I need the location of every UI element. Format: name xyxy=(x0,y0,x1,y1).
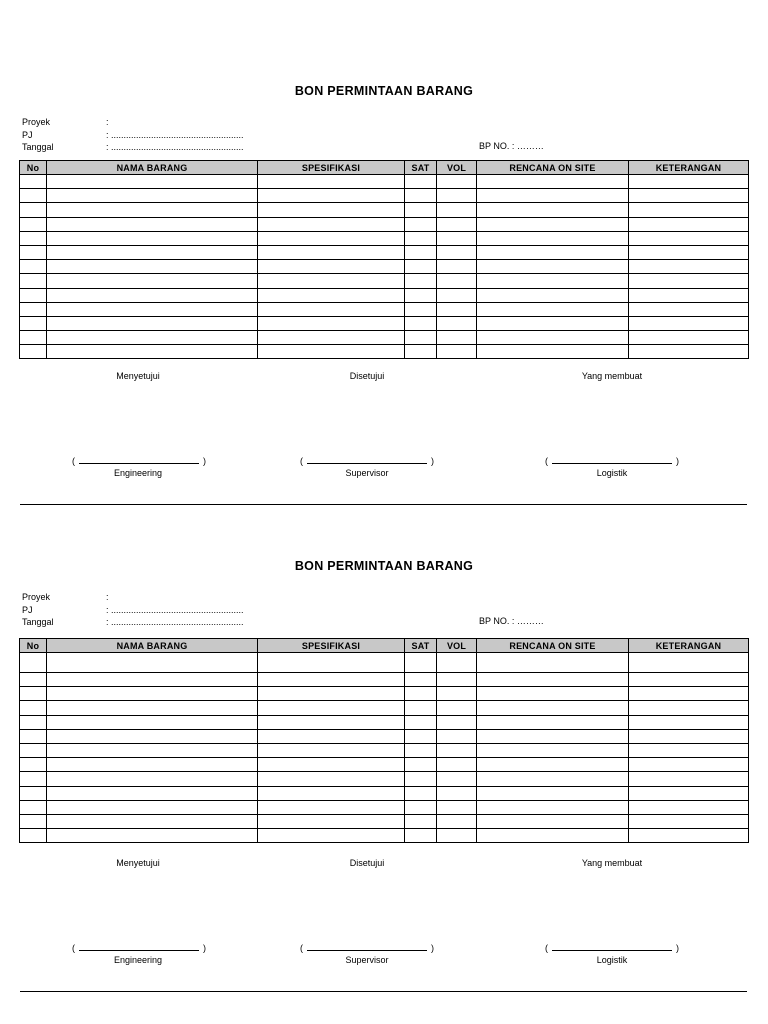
table-cell[interactable] xyxy=(629,175,749,189)
table-cell[interactable] xyxy=(258,829,405,843)
table-cell[interactable] xyxy=(47,217,258,231)
table-cell[interactable] xyxy=(629,288,749,302)
table-cell[interactable] xyxy=(629,302,749,316)
table-cell[interactable] xyxy=(258,673,405,687)
table-cell[interactable] xyxy=(258,245,405,259)
form-info xyxy=(22,116,322,156)
table-cell[interactable] xyxy=(20,274,47,288)
table-row xyxy=(20,715,749,729)
table-cell[interactable] xyxy=(258,786,405,800)
column-header-sat: SAT xyxy=(405,639,437,653)
table-cell[interactable] xyxy=(629,203,749,217)
signature-line-supervisor[interactable]: ( ) xyxy=(300,943,434,953)
table-row xyxy=(20,653,749,673)
table-row xyxy=(20,800,749,814)
table-cell[interactable] xyxy=(405,653,437,673)
table-cell[interactable] xyxy=(47,800,258,814)
table-row xyxy=(20,772,749,786)
table-cell[interactable] xyxy=(405,786,437,800)
table-row xyxy=(20,260,749,274)
table-row xyxy=(20,729,749,743)
table-cell[interactable] xyxy=(20,673,47,687)
signature-line-logistik[interactable]: ( ) xyxy=(545,456,679,466)
items-table xyxy=(19,160,749,359)
table-cell[interactable] xyxy=(258,800,405,814)
table-cell[interactable] xyxy=(258,302,405,316)
table-cell[interactable] xyxy=(405,687,437,701)
table-cell[interactable] xyxy=(437,772,477,786)
table-cell[interactable] xyxy=(20,758,47,772)
table-cell[interactable] xyxy=(47,829,258,843)
table-cell[interactable] xyxy=(20,203,47,217)
table-cell[interactable] xyxy=(477,701,629,715)
table-cell[interactable] xyxy=(437,345,477,359)
table-row xyxy=(20,231,749,245)
signature-line-engineering[interactable]: ( ) xyxy=(72,943,206,953)
table-cell[interactable] xyxy=(258,203,405,217)
column-header-keterangan: KETERANGAN xyxy=(629,161,749,175)
table-cell[interactable] xyxy=(47,743,258,757)
table-cell[interactable] xyxy=(405,800,437,814)
project-label: Proyek xyxy=(22,592,51,602)
table-cell[interactable] xyxy=(629,217,749,231)
table-cell[interactable] xyxy=(47,231,258,245)
table-cell[interactable] xyxy=(405,189,437,203)
table-cell[interactable] xyxy=(47,758,258,772)
table-cell[interactable] xyxy=(47,331,258,345)
table-cell[interactable] xyxy=(405,288,437,302)
table-cell[interactable] xyxy=(629,331,749,345)
table-cell[interactable] xyxy=(20,743,47,757)
role-logistik: Logistik xyxy=(596,468,628,478)
table-row xyxy=(20,758,749,772)
table-cell[interactable] xyxy=(437,189,477,203)
table-cell[interactable] xyxy=(258,345,405,359)
table-cell[interactable] xyxy=(477,653,629,673)
table-cell[interactable] xyxy=(258,217,405,231)
pj-field[interactable]: : ..................................................... xyxy=(106,604,244,615)
table-cell[interactable] xyxy=(47,715,258,729)
signature-line-engineering[interactable]: ( ) xyxy=(72,456,206,466)
table-cell[interactable] xyxy=(477,758,629,772)
table-cell[interactable] xyxy=(437,758,477,772)
table-cell[interactable] xyxy=(437,743,477,757)
table-cell[interactable] xyxy=(477,288,629,302)
table-cell[interactable] xyxy=(47,260,258,274)
table-cell[interactable] xyxy=(437,331,477,345)
pj-label: PJ xyxy=(22,129,33,140)
table-cell[interactable] xyxy=(258,175,405,189)
table-cell[interactable] xyxy=(437,653,477,673)
form-info xyxy=(22,591,322,631)
items-table xyxy=(19,638,749,843)
table-cell[interactable] xyxy=(258,729,405,743)
table-cell[interactable] xyxy=(437,814,477,828)
table-cell[interactable] xyxy=(258,653,405,673)
table-cell[interactable] xyxy=(477,715,629,729)
table-cell[interactable] xyxy=(258,231,405,245)
table-cell[interactable] xyxy=(20,331,47,345)
table-row xyxy=(20,673,749,687)
table-cell[interactable] xyxy=(437,829,477,843)
table-cell[interactable] xyxy=(20,245,47,259)
bp-number: BP NO. : ……… xyxy=(479,141,544,151)
table-cell[interactable] xyxy=(47,203,258,217)
table-cell[interactable] xyxy=(477,743,629,757)
table-cell[interactable] xyxy=(629,800,749,814)
column-header-nama-barang: NAMA BARANG xyxy=(47,639,258,653)
column-header-rencana-on-site: RENCANA ON SITE xyxy=(477,639,629,653)
table-cell[interactable] xyxy=(477,345,629,359)
table-cell[interactable] xyxy=(20,653,47,673)
table-cell[interactable] xyxy=(629,758,749,772)
table-cell[interactable] xyxy=(629,829,749,843)
table-cell[interactable] xyxy=(629,701,749,715)
table-cell[interactable] xyxy=(47,653,258,673)
table-cell[interactable] xyxy=(47,302,258,316)
column-header-vol: VOL xyxy=(437,161,477,175)
table-cell[interactable] xyxy=(258,715,405,729)
table-cell[interactable] xyxy=(477,772,629,786)
approved-label: Disetujui xyxy=(349,858,385,868)
project-field[interactable]: : xyxy=(106,592,109,602)
table-cell[interactable] xyxy=(47,814,258,828)
table-cell[interactable] xyxy=(258,701,405,715)
table-row xyxy=(20,345,749,359)
table-cell[interactable] xyxy=(47,729,258,743)
table-row xyxy=(20,786,749,800)
table-cell[interactable] xyxy=(437,701,477,715)
section-divider xyxy=(20,991,747,992)
table-cell[interactable] xyxy=(629,687,749,701)
table-cell[interactable] xyxy=(20,288,47,302)
table-cell[interactable] xyxy=(258,274,405,288)
date-label: Tanggal xyxy=(22,617,54,627)
table-row xyxy=(20,814,749,828)
table-cell[interactable] xyxy=(629,729,749,743)
table-cell[interactable] xyxy=(477,814,629,828)
table-cell[interactable] xyxy=(629,345,749,359)
table-cell[interactable] xyxy=(405,814,437,828)
table-cell[interactable] xyxy=(437,217,477,231)
approver-label: Menyetujui xyxy=(116,858,160,868)
table-cell[interactable] xyxy=(477,245,629,259)
table-cell[interactable] xyxy=(405,175,437,189)
table-row xyxy=(20,203,749,217)
table-row xyxy=(20,302,749,316)
date-field[interactable]: : ..................................................... xyxy=(106,142,244,152)
table-cell[interactable] xyxy=(258,288,405,302)
table-cell[interactable] xyxy=(258,316,405,330)
table-cell[interactable] xyxy=(477,217,629,231)
table-cell[interactable] xyxy=(405,245,437,259)
approver-label: Menyetujui xyxy=(116,371,160,381)
table-row xyxy=(20,743,749,757)
table-cell[interactable] xyxy=(629,673,749,687)
table-cell[interactable] xyxy=(47,274,258,288)
table-cell[interactable] xyxy=(629,814,749,828)
signature-line-logistik[interactable]: ( ) xyxy=(545,943,679,953)
table-cell[interactable] xyxy=(477,203,629,217)
table-cell[interactable] xyxy=(258,758,405,772)
table-cell[interactable] xyxy=(20,175,47,189)
table-row xyxy=(20,331,749,345)
table-cell[interactable] xyxy=(258,814,405,828)
column-header-no: No xyxy=(20,639,47,653)
column-header-keterangan: KETERANGAN xyxy=(629,639,749,653)
table-cell[interactable] xyxy=(20,729,47,743)
table-cell[interactable] xyxy=(47,345,258,359)
role-logistik: Logistik xyxy=(596,955,628,965)
column-header-sat: SAT xyxy=(405,161,437,175)
table-cell[interactable] xyxy=(405,331,437,345)
table-cell[interactable] xyxy=(20,772,47,786)
project-field[interactable]: : xyxy=(106,117,109,127)
table-cell[interactable] xyxy=(405,758,437,772)
table-cell[interactable] xyxy=(47,701,258,715)
approved-label: Disetujui xyxy=(349,371,385,381)
table-cell[interactable] xyxy=(437,786,477,800)
table-cell[interactable] xyxy=(47,673,258,687)
table-cell[interactable] xyxy=(405,231,437,245)
table-cell[interactable] xyxy=(405,743,437,757)
table-header-row xyxy=(20,161,749,175)
table-cell[interactable] xyxy=(437,316,477,330)
table-cell[interactable] xyxy=(20,829,47,843)
table-cell[interactable] xyxy=(20,814,47,828)
table-cell[interactable] xyxy=(20,687,47,701)
table-cell[interactable] xyxy=(437,245,477,259)
table-cell[interactable] xyxy=(437,203,477,217)
table-cell[interactable] xyxy=(629,653,749,673)
table-cell[interactable] xyxy=(477,260,629,274)
table-cell[interactable] xyxy=(629,743,749,757)
signature-line-supervisor[interactable]: ( ) xyxy=(300,456,434,466)
date-label: Tanggal xyxy=(22,142,54,152)
table-cell[interactable] xyxy=(629,274,749,288)
form-title: BON PERMINTAAN BARANG xyxy=(294,559,474,573)
table-cell[interactable] xyxy=(20,345,47,359)
column-header-rencana-on-site: RENCANA ON SITE xyxy=(477,161,629,175)
table-row xyxy=(20,829,749,843)
table-row xyxy=(20,687,749,701)
table-cell[interactable] xyxy=(405,217,437,231)
table-cell[interactable] xyxy=(405,729,437,743)
table-cell[interactable] xyxy=(405,772,437,786)
table-cell[interactable] xyxy=(20,217,47,231)
table-cell[interactable] xyxy=(47,288,258,302)
table-cell[interactable] xyxy=(477,729,629,743)
table-cell[interactable] xyxy=(20,189,47,203)
table-cell[interactable] xyxy=(405,260,437,274)
table-cell[interactable] xyxy=(405,701,437,715)
table-cell[interactable] xyxy=(405,203,437,217)
creator-label: Yang membuat xyxy=(581,371,643,381)
pj-label: PJ xyxy=(22,604,33,615)
table-cell[interactable] xyxy=(405,345,437,359)
table-cell[interactable] xyxy=(629,772,749,786)
table-cell[interactable] xyxy=(47,772,258,786)
table-cell[interactable] xyxy=(20,786,47,800)
table-cell[interactable] xyxy=(629,786,749,800)
bp-number: BP NO. : ……… xyxy=(479,616,544,626)
table-cell[interactable] xyxy=(437,729,477,743)
table-row xyxy=(20,245,749,259)
table-cell[interactable] xyxy=(437,260,477,274)
table-cell[interactable] xyxy=(477,302,629,316)
table-row xyxy=(20,189,749,203)
table-cell[interactable] xyxy=(437,175,477,189)
column-header-nama-barang: NAMA BARANG xyxy=(47,161,258,175)
table-cell[interactable] xyxy=(477,331,629,345)
table-cell[interactable] xyxy=(258,743,405,757)
table-cell[interactable] xyxy=(629,316,749,330)
table-cell[interactable] xyxy=(405,673,437,687)
role-supervisor: Supervisor xyxy=(345,955,389,965)
table-cell[interactable] xyxy=(258,772,405,786)
table-row xyxy=(20,217,749,231)
table-cell[interactable] xyxy=(47,189,258,203)
column-header-no: No xyxy=(20,161,47,175)
table-cell[interactable] xyxy=(477,673,629,687)
table-cell[interactable] xyxy=(477,316,629,330)
table-row xyxy=(20,288,749,302)
table-cell[interactable] xyxy=(405,274,437,288)
table-cell[interactable] xyxy=(437,274,477,288)
table-cell[interactable] xyxy=(47,687,258,701)
table-cell[interactable] xyxy=(477,231,629,245)
table-cell[interactable] xyxy=(20,701,47,715)
table-cell[interactable] xyxy=(20,260,47,274)
table-cell[interactable] xyxy=(477,175,629,189)
table-row xyxy=(20,175,749,189)
table-cell[interactable] xyxy=(20,302,47,316)
table-row xyxy=(20,316,749,330)
table-cell[interactable] xyxy=(437,288,477,302)
table-cell[interactable] xyxy=(629,245,749,259)
section-divider xyxy=(20,504,747,505)
table-cell[interactable] xyxy=(258,260,405,274)
table-cell[interactable] xyxy=(437,687,477,701)
table-cell[interactable] xyxy=(437,231,477,245)
table-row xyxy=(20,701,749,715)
table-row xyxy=(20,274,749,288)
table-cell[interactable] xyxy=(405,829,437,843)
role-engineering: Engineering xyxy=(113,468,163,478)
table-cell[interactable] xyxy=(629,715,749,729)
project-label: Proyek xyxy=(22,117,51,127)
table-cell[interactable] xyxy=(477,687,629,701)
table-cell[interactable] xyxy=(477,786,629,800)
table-cell[interactable] xyxy=(258,687,405,701)
table-cell[interactable] xyxy=(47,175,258,189)
table-cell[interactable] xyxy=(629,231,749,245)
column-header-spesifikasi: SPESIFIKASI xyxy=(258,639,405,653)
table-cell[interactable] xyxy=(47,786,258,800)
table-cell[interactable] xyxy=(20,800,47,814)
table-cell[interactable] xyxy=(405,302,437,316)
table-cell[interactable] xyxy=(437,715,477,729)
table-cell[interactable] xyxy=(258,189,405,203)
table-cell[interactable] xyxy=(477,800,629,814)
table-cell[interactable] xyxy=(437,673,477,687)
table-cell[interactable] xyxy=(47,245,258,259)
table-cell[interactable] xyxy=(20,715,47,729)
date-field[interactable]: : ..................................................... xyxy=(106,617,244,627)
table-cell[interactable] xyxy=(629,189,749,203)
table-cell[interactable] xyxy=(477,829,629,843)
table-cell[interactable] xyxy=(20,316,47,330)
column-header-vol: VOL xyxy=(437,639,477,653)
table-cell[interactable] xyxy=(437,302,477,316)
table-cell[interactable] xyxy=(405,715,437,729)
table-cell[interactable] xyxy=(629,260,749,274)
table-cell[interactable] xyxy=(437,800,477,814)
column-header-spesifikasi: SPESIFIKASI xyxy=(258,161,405,175)
table-cell[interactable] xyxy=(405,316,437,330)
table-cell[interactable] xyxy=(477,274,629,288)
role-supervisor: Supervisor xyxy=(345,468,389,478)
creator-label: Yang membuat xyxy=(581,858,643,868)
table-cell[interactable] xyxy=(20,231,47,245)
table-header-row xyxy=(20,639,749,653)
form-title: BON PERMINTAAN BARANG xyxy=(294,84,474,98)
pj-field[interactable]: : ..................................................... xyxy=(106,129,244,140)
table-cell[interactable] xyxy=(47,316,258,330)
table-cell[interactable] xyxy=(258,331,405,345)
table-cell[interactable] xyxy=(477,189,629,203)
role-engineering: Engineering xyxy=(113,955,163,965)
